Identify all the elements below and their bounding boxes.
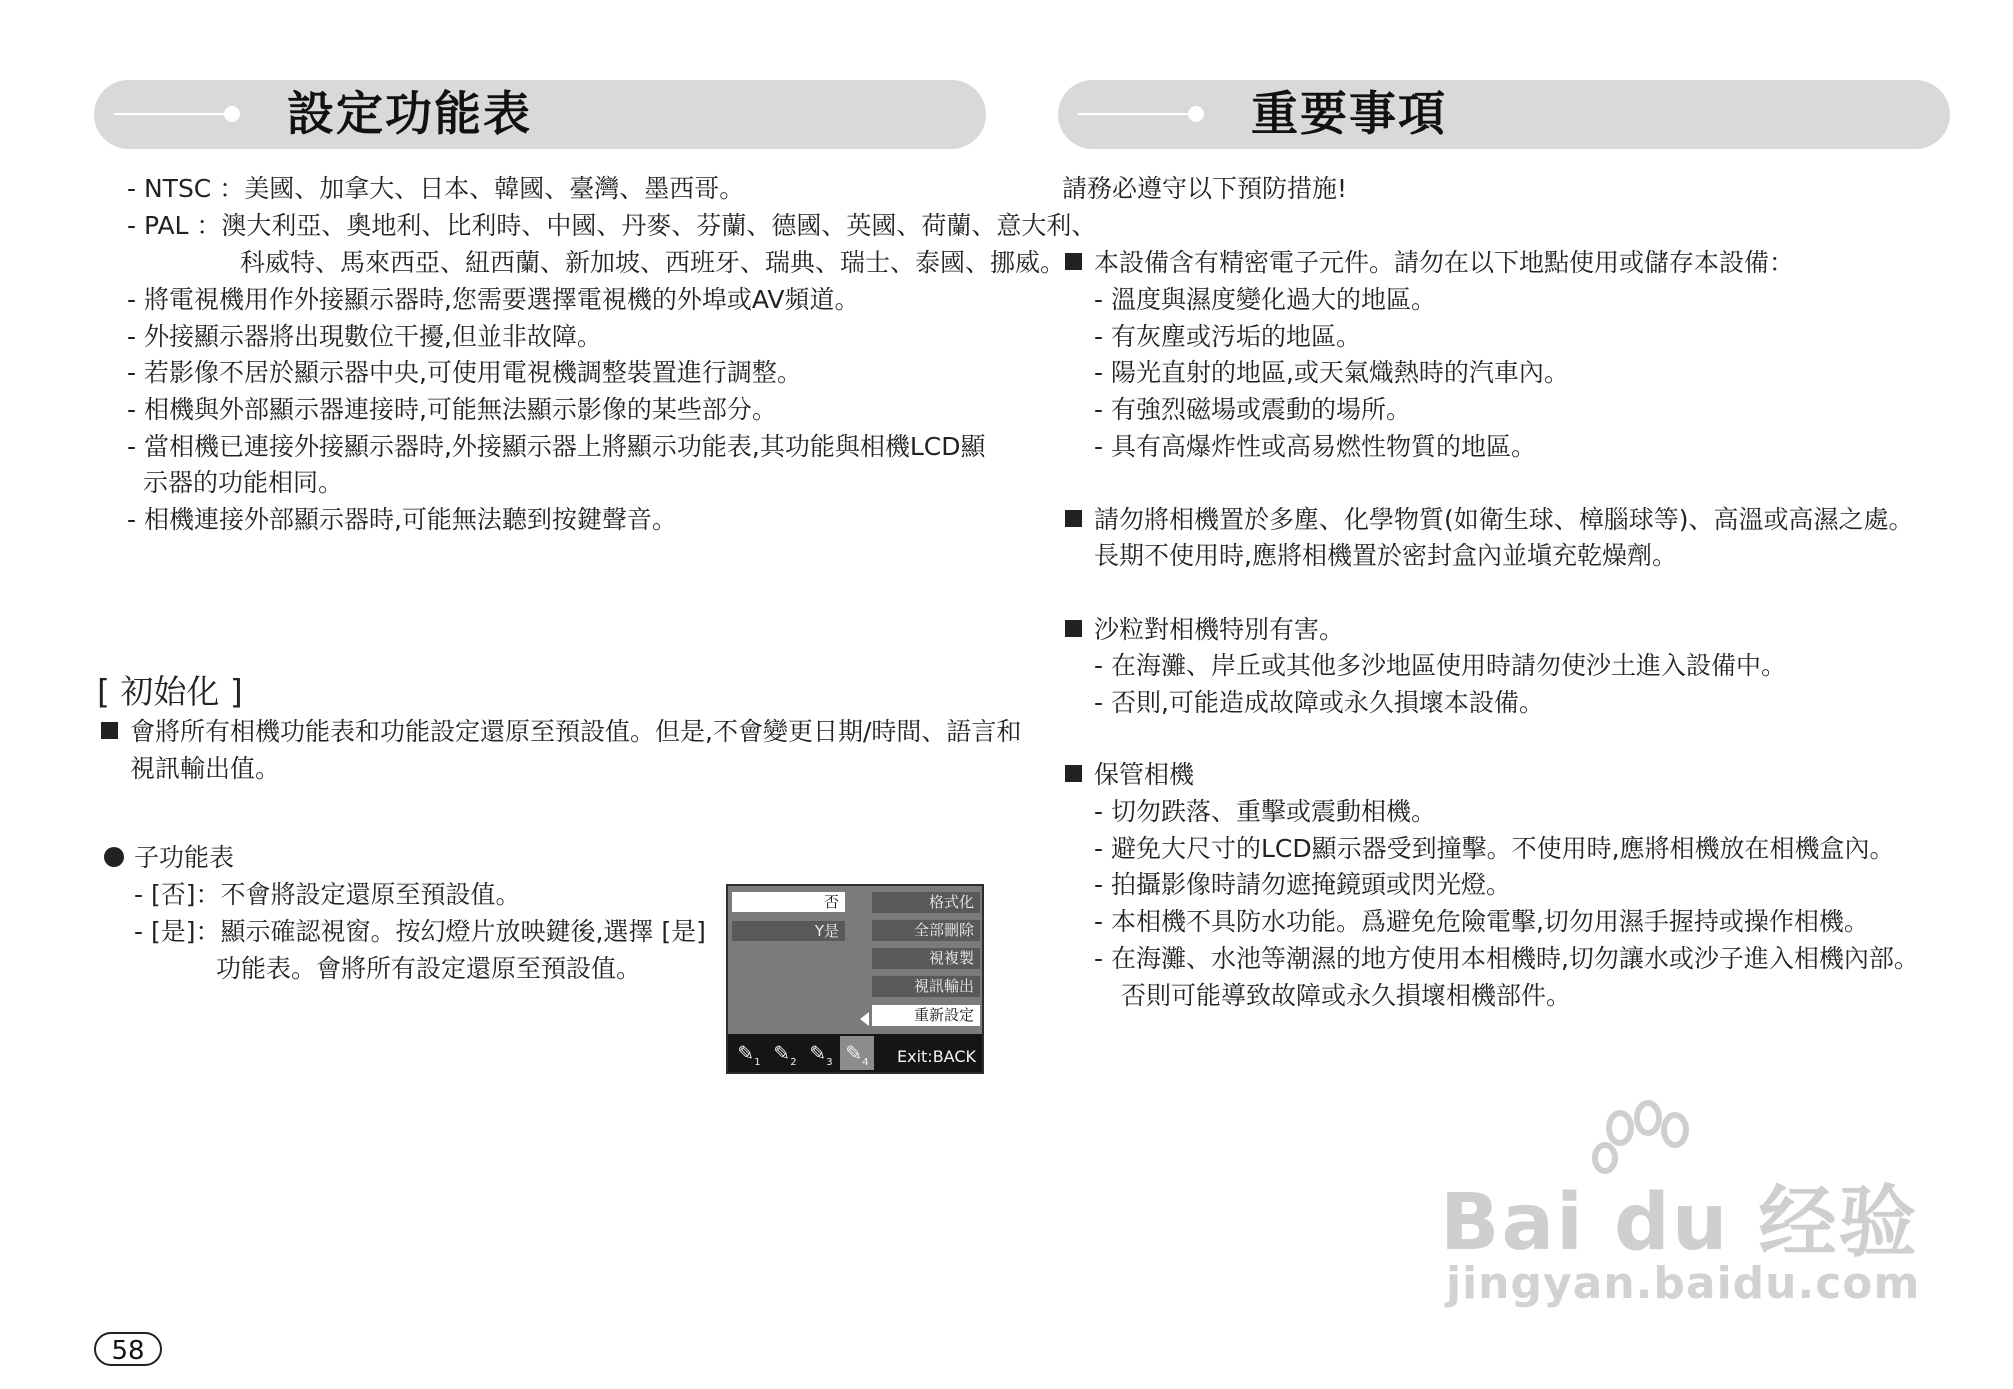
square-bullet-icon xyxy=(1065,253,1082,270)
block-item: - 本相機不具防水功能。爲避免危險電擊,切勿用濕手握持或操作相機。 xyxy=(1094,907,1869,936)
option-yes[interactable]: Y是 xyxy=(732,921,845,941)
spec-line: - 將電視機用作外接顯示器時,您需要選擇電視機的外埠或AV頻道。 xyxy=(127,285,860,314)
submenu-line: 功能表。會將所有設定還原至預設值。 xyxy=(216,954,642,983)
block-item: - 拍攝影像時請勿遮掩鏡頭或閃光燈。 xyxy=(1094,870,1511,899)
block-item: - 有強烈磁場或震動的場所。 xyxy=(1094,395,1411,424)
menu-item-video-out[interactable]: 視訊輸出 xyxy=(872,976,980,997)
submenu-line: - [是]：顯示確認視窗。按幻燈片放映鍵後,選擇 [是] xyxy=(134,917,706,946)
watermark-url: jingyan.baidu.com xyxy=(1446,1258,1921,1309)
block-item: - 溫度與濕度變化過大的地區。 xyxy=(1094,285,1436,314)
camera-menu-screen xyxy=(726,884,984,1074)
block-head: 請勿將相機置於多塵、化學物質(如衛生球、樟腦球等)、高溫或高濕之處。 xyxy=(1065,505,1914,535)
reset-body-line: 會將所有相機功能表和功能設定還原至預設值。但是,不會變更日期/時間、語言和 xyxy=(101,717,1021,747)
menu-item-reset[interactable]: 重新設定 xyxy=(872,1005,980,1026)
selection-arrow-icon xyxy=(860,1012,869,1026)
block-head: 本設備含有精密電子元件。請勿在以下地點使用或儲存本設備： xyxy=(1065,248,1794,278)
camera-menu-footer xyxy=(728,1034,984,1072)
square-bullet-icon xyxy=(101,722,118,739)
spec-line: - NTSC ：美國、加拿大、日本、韓國、臺灣、墨西哥。 xyxy=(127,174,745,203)
title-bar-dot xyxy=(1188,106,1204,122)
wrench-icon[interactable]: $✎_3$ xyxy=(809,1041,833,1068)
square-bullet-icon xyxy=(1065,620,1082,637)
left-title-bar xyxy=(94,80,986,149)
block-item: - 陽光直射的地區,或天氣熾熱時的汽車內。 xyxy=(1094,358,1569,387)
block-item: - 在海灘、岸丘或其他多沙地區使用時請勿使沙土進入設備中。 xyxy=(1094,651,1786,680)
block-item: - 有灰塵或汚垢的地區。 xyxy=(1094,322,1361,351)
spec-line: 科威特、馬來西亞、紐西蘭、新加坡、西班牙、瑞典、瑞士、泰國、挪威。 xyxy=(240,248,1066,277)
spec-line: - 外接顯示器將出現數位干擾,但並非故障。 xyxy=(127,322,602,351)
menu-item-format[interactable]: 格式化 xyxy=(872,892,980,913)
spec-line: 示器的功能相同。 xyxy=(143,468,344,497)
menu-item-delete-all[interactable]: 全部刪除 xyxy=(872,920,980,941)
baidu-watermark xyxy=(1440,1100,1920,1330)
title-bar-dot xyxy=(224,106,240,122)
block-item: 長期不使用時,應將相機置於密封盒內並塡充乾燥劑。 xyxy=(1094,541,1677,570)
spec-line: - 當相機已連接外接顯示器時,外接顯示器上將顯示功能表,其功能與相機LCD顯 xyxy=(127,432,986,461)
menu-item-copy[interactable]: 視複製 xyxy=(872,948,980,969)
watermark-logo-text: Bai du 经验 xyxy=(1440,1178,1919,1268)
intro-line: 請務必遵守以下預防措施! xyxy=(1062,174,1348,203)
square-bullet-icon xyxy=(1065,510,1082,527)
spec-line: - 相機與外部顯示器連接時,可能無法顯示影像的某些部分。 xyxy=(127,395,777,424)
right-page-title: 重要事項 xyxy=(1251,87,1447,142)
left-page-title: 設定功能表 xyxy=(287,87,532,142)
spec-line: - 相機連接外部顯示器時,可能無法聽到按鍵聲音。 xyxy=(127,505,677,534)
option-no[interactable]: 否 xyxy=(732,892,845,912)
wrench-icon[interactable]: $✎_1$ xyxy=(737,1041,761,1068)
wrench-icon[interactable]: $✎_2$ xyxy=(773,1041,797,1068)
reset-body-line: 視訊輸出值。 xyxy=(130,754,281,783)
page-number: 58 xyxy=(94,1332,162,1366)
title-bar-line xyxy=(1078,113,1188,115)
submenu-heading: 子功能表 xyxy=(104,843,234,873)
block-item: - 否則,可能造成故障或永久損壞本設備。 xyxy=(1094,688,1544,717)
block-head: 沙粒對相機特別有害。 xyxy=(1065,615,1344,645)
block-item: 否則可能導致故障或永久損壞相機部件。 xyxy=(1121,981,1572,1010)
submenu-line: - [否]：不會將設定還原至預設值。 xyxy=(134,880,521,909)
square-bullet-icon xyxy=(1065,765,1082,782)
block-item: - 在海灘、水池等潮濕的地方使用本相機時,切勿讓水或沙子進入相機內部。 xyxy=(1094,944,1919,973)
spec-line: - PAL ：澳大利亞、奧地利、比利時、中國、丹麥、芬蘭、德國、英國、荷蘭、意大利、 xyxy=(127,211,1097,240)
block-item: - 具有高爆炸性或高易燃性物質的地區。 xyxy=(1094,432,1536,461)
spec-line: - 若影像不居於顯示器中央,可使用電視機調整裝置進行調整。 xyxy=(127,358,802,387)
block-head: 保管相機 xyxy=(1065,760,1194,790)
circle-bullet-icon xyxy=(104,847,124,867)
wrench-icon[interactable]: $✎_4$ xyxy=(840,1036,874,1070)
block-item: - 避免大尺寸的LCD顯示器受到撞擊。不使用時,應將相機放在相機盒內。 xyxy=(1094,834,1895,863)
block-item: - 切勿跌落、重擊或震動相機。 xyxy=(1094,797,1436,826)
right-title-bar xyxy=(1058,80,1950,149)
title-bar-line xyxy=(114,113,224,115)
reset-heading: [ 初始化 ] xyxy=(97,672,243,711)
exit-back-label: Exit:BACK xyxy=(897,1047,976,1066)
